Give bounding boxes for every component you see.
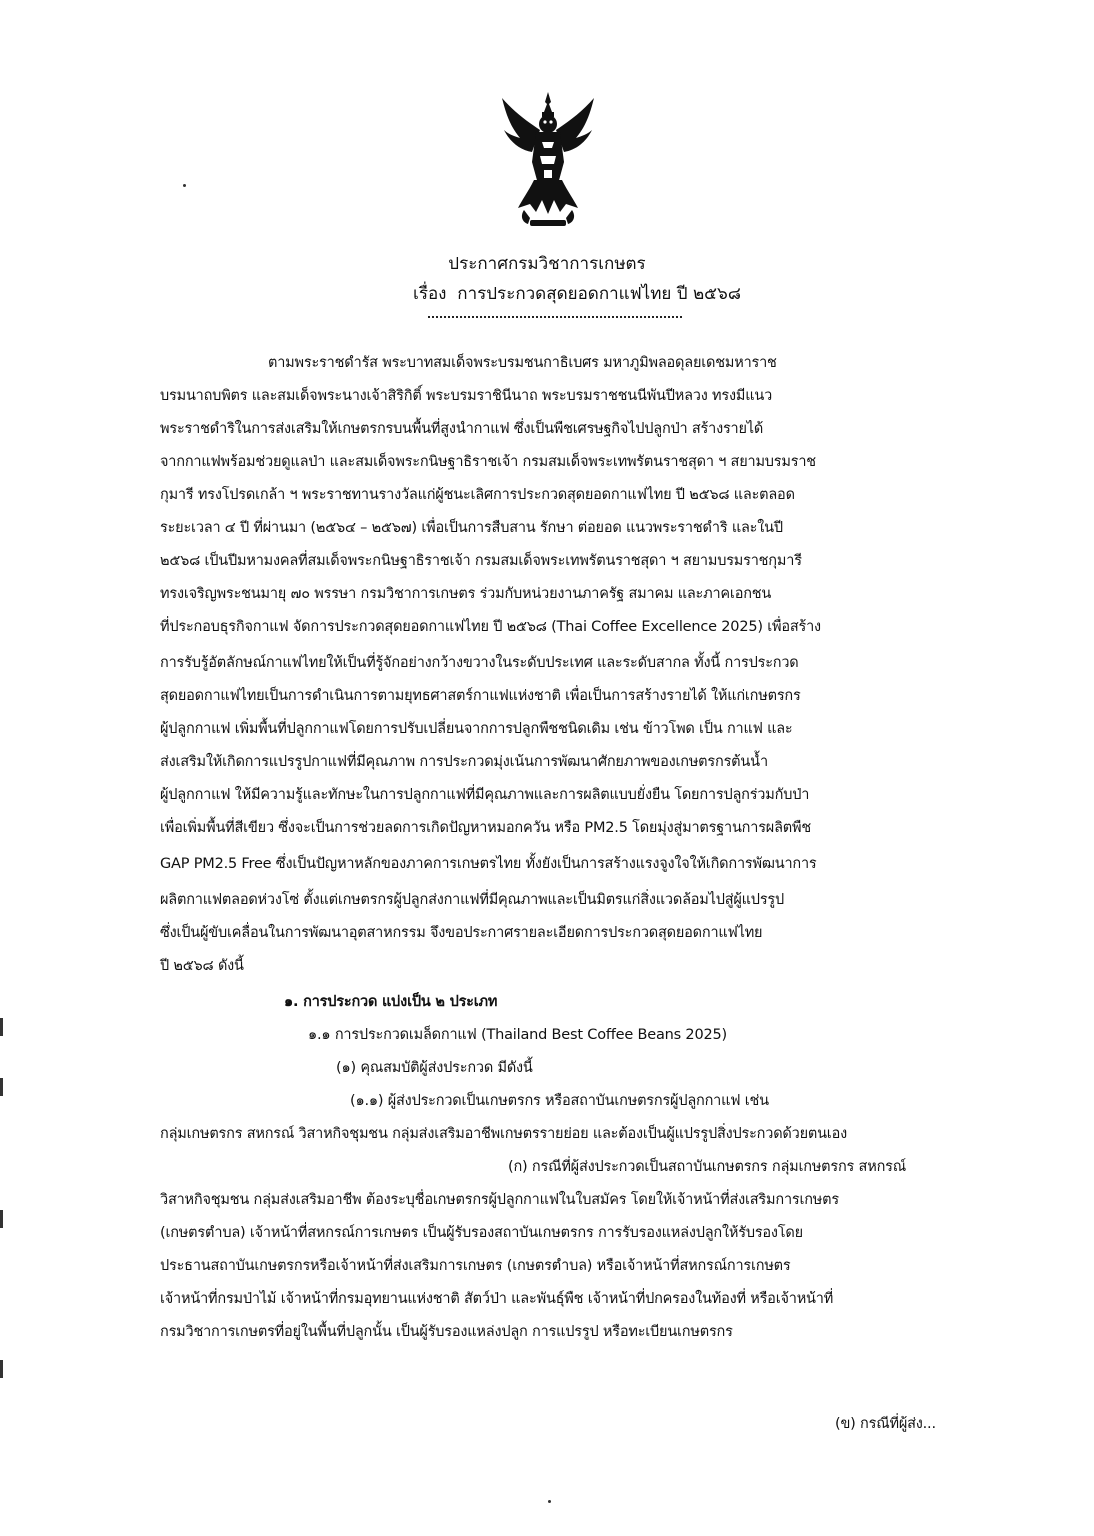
body-line: ส่งเสริมให้เกิดการแปรรูปกาแฟที่มีคุณภาพ การประกวดมุ่งเน้นการพัฒนาศักยภาพของเกษตรกรต้นน้ำ [160,754,768,770]
sub-item-line: (เกษตรตำบล) เจ้าหน้าที่สหกรณ์การเกษตร เป็นผู้รับรองสถาบันเกษตรกร การรับรองแหล่งปลูกให้รับรองโดย [160,1225,803,1241]
garuda-emblem-icon [500,92,596,228]
scan-margin-mark [0,1360,3,1378]
body-line: ปี ๒๕๖๘ ดังนี้ [160,958,244,974]
scan-dot [548,1500,551,1503]
body-line: ผลิตกาแฟตลอดห่วงโซ่ ตั้งแต่เกษตรกรผู้ปลูกส่งกาแฟที่มีคุณภาพและเป็นมิตรแก่สิ่งแวดล้อมไปสู่ผู้แปรรูป [160,892,784,908]
body-line: เพื่อเพิ่มพื้นที่สีเขียว ซึ่งจะเป็นการช่วยลดการเกิดปัญหาหมอกควัน หรือ PM2.5 โดยมุ่งสู่มาตรฐานการผลิตพืช [160,820,811,836]
body-line: ผู้ปลูกกาแฟ เพิ่มพื้นที่ปลูกกาแฟโดยการปรับเปลี่ยนจากการปลูกพืชชนิดเดิม เช่น ข้าวโพด เป็น กาแฟ และ [160,721,793,737]
scan-dot [183,184,186,187]
body-line: จากกาแฟพร้อมช่วยดูแลป่า และสมเด็จพระกนิษฐาธิราชเจ้า กรมสมเด็จพระเทพรัตนราชสุดา ฯ สยามบรมราช [160,454,816,470]
page-continuation: (ข) กรณีที่ผู้ส่ง... [835,1416,936,1432]
criteria-heading: (๑) คุณสมบัติผู้ส่งประกวด มีดังนี้ [336,1060,533,1076]
agency-line: ประกาศกรมวิชาการเกษตร [448,254,646,274]
scan-margin-mark [0,1210,3,1228]
body-line: ระยะเวลา ๔ ปี ที่ผ่านมา (๒๕๖๔ – ๒๕๖๗) เพื่อเป็นการสืบสาน รักษา ต่อยอด แนวพระราชดำริ และในปี [160,520,783,536]
body-line: บรมนาถบพิตร และสมเด็จพระนางเจ้าสิริกิติ์ พระบรมราชินีนาถ พระบรมราชชนนีพันปีหลวง ทรงมีแนว [160,388,773,404]
body-line: ทรงเจริญพระชนมายุ ๗๐ พรรษา กรมวิชาการเกษตร ร่วมกับหน่วยงานภาครัฐ สมาคม และภาคเอกชน [160,586,772,602]
body-line: ตามพระราชดำรัส พระบาทสมเด็จพระบรมชนกาธิเบศร มหาภูมิพลอดุลยเดชมหาราช [268,355,777,371]
criteria-item-continued: กลุ่มเกษตรกร สหกรณ์ วิสาหกิจชุมชน กลุ่มส่งเสริมอาชีพเกษตรรายย่อย และต้องเป็นผู้แปรรูปสิ่งประกวดด้วยตนเอง [160,1126,847,1142]
scan-margin-mark [0,1018,3,1036]
sub-item-line: เจ้าหน้าที่กรมป่าไม้ เจ้าหน้าที่กรมอุทยานแห่งชาติ สัตว์ป่า และพันธุ์พืช เจ้าหน้าที่ปกครองในท้องที่ หรือเจ้าหน้าที่ [160,1291,834,1307]
body-line: สุดยอดกาแฟไทยเป็นการดำเนินการตามยุทธศาสตร์กาแฟแห่งชาติ เพื่อเป็นการสร้างรายได้ ให้แก่เกษตรกร [160,688,801,704]
body-line: พระราชดำริในการส่งเสริมให้เกษตรกรบนพื้นที่สูงนำกาแฟ ซึ่งเป็นพืชเศรษฐกิจไปปลูกป่า สร้างรายได้ [160,421,764,437]
subject-text: การประกวดสุดยอดกาแฟไทย ปี ๒๕๖๘ [457,284,741,304]
sub-item-line: วิสาหกิจชุมชน กลุ่มส่งเสริมอาชีพ ต้องระบุชื่อเกษตรกรผู้ปลูกกาแฟในใบสมัคร โดยให้เจ้าหน้าที่ส่งเสริมการเกษตร [160,1192,839,1208]
criteria-item: (๑.๑) ผู้ส่งประกวดเป็นเกษตรกร หรือสถาบันเกษตรกรผู้ปลูกกาแฟ เช่น [350,1093,769,1109]
body-line: กุมารี ทรงโปรดเกล้า ฯ พระราชทานรางวัลแก่ผู้ชนะเลิศการประกวดสุดยอดกาแฟไทย ปี ๒๕๖๘ และตลอด [160,487,795,503]
body-line: ผู้ปลูกกาแฟ ให้มีความรู้และทักษะในการปลูกกาแฟที่มีคุณภาพและการผลิตแบบยั่งยืน โดยการปลูกร่วมกับป่า [160,787,810,803]
body-line: ซึ่งเป็นผู้ขับเคลื่อนในการพัฒนาอุตสาหกรรม จึงขอประกาศรายละเอียดการประกวดสุดยอดกาแฟไทย [160,925,763,941]
body-line: ๒๕๖๘ เป็นปีมหามงคลที่สมเด็จพระกนิษฐาธิราชเจ้า กรมสมเด็จพระเทพรัตนราชสุดา ฯ สยามบรมราชกุมารี [160,553,802,569]
subsection-heading: ๑.๑ การประกวดเมล็ดกาแฟ (Thailand Best Coffee Beans 2025) [308,1027,727,1043]
section-heading: ๑. การประกวด แบ่งเป็น ๒ ประเภท [284,994,498,1010]
subject-line [30,280,1094,307]
body-line: ที่ประกอบธุรกิจกาแฟ จัดการประกวดสุดยอดกาแฟไทย ปี ๒๕๖๘ (Thai Coffee Excellence 2025) เพื่อสร้าง [160,619,821,635]
scan-margin-mark [0,1078,3,1096]
subject-label: เรื่อง [413,284,447,304]
sub-item-line: (ก) กรณีที่ผู้ส่งประกวดเป็นสถาบันเกษตรกร กลุ่มเกษตรกร สหกรณ์ [508,1159,906,1175]
title-divider [428,316,682,318]
body-line: GAP PM2.5 Free ซึ่งเป็นปัญหาหลักของภาคการเกษตรไทย ทั้งยังเป็นการสร้างแรงจูงใจให้เกิดการพัฒนาการ [160,856,817,872]
body-line: การรับรู้อัตลักษณ์กาแฟไทยให้เป็นที่รู้จักอย่างกว้างขวางในระดับประเทศ และระดับสากล ทั้งนี้ การประกวด [160,655,799,671]
sub-item-line: กรมวิชาการเกษตรที่อยู่ในพื้นที่ปลูกนั้น เป็นผู้รับรองแหล่งปลูก การแปรรูป หรือทะเบียนเกษตรกร [160,1324,733,1340]
sub-item-line: ประธานสถาบันเกษตรกรหรือเจ้าหน้าที่ส่งเสริมการเกษตร (เกษตรตำบล) หรือเจ้าหน้าที่สหกรณ์การเกษตร [160,1258,791,1274]
